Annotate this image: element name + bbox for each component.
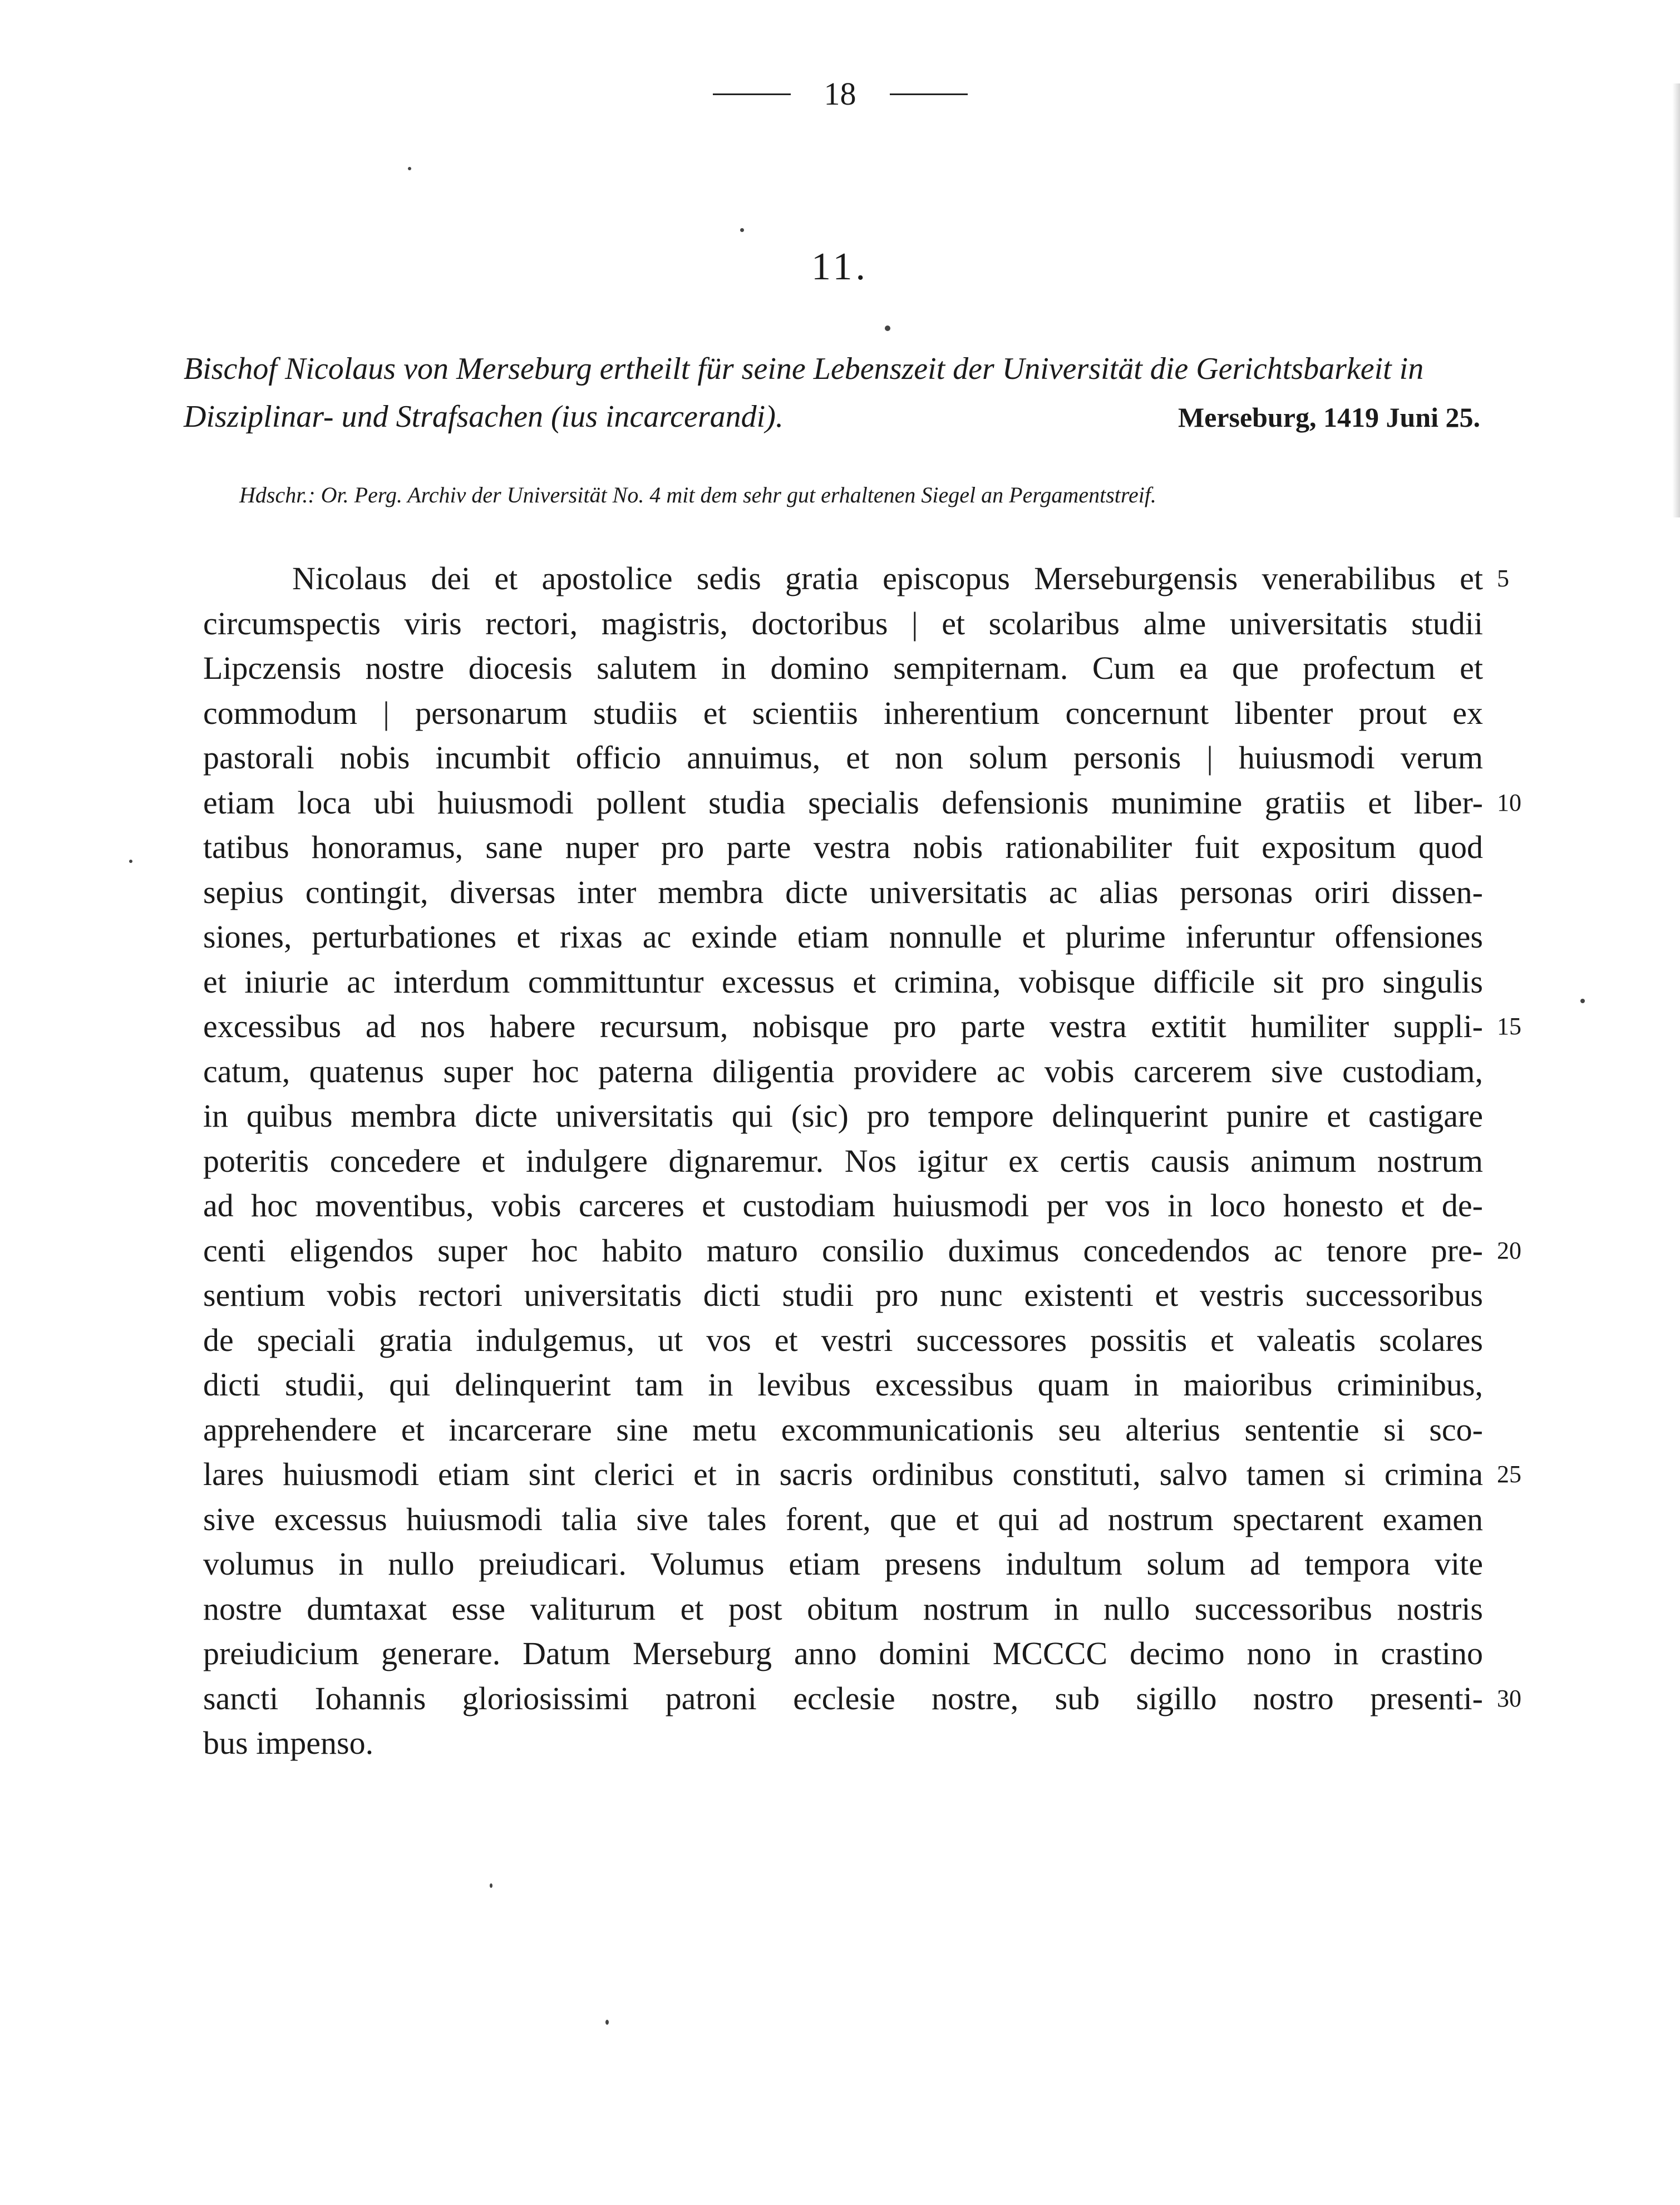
body-line: siones, perturbationes et rixas ac exinde etiam nonnulle et plurime inferuntur offensiones xyxy=(203,919,1483,955)
scan-speck xyxy=(1580,999,1585,1003)
body-line: volumus in nullo preiudicari. Volumus etiam presens indultum solum ad tempora vite xyxy=(203,1546,1483,1582)
scan-edge-shadow xyxy=(1672,83,1680,517)
summary-line-2-row xyxy=(184,393,1480,441)
body-line: apprehendere et incarcerare sine metu excommunicationis seu alterius sententie si sco- xyxy=(203,1411,1483,1448)
body-line: catum, quatenus super hoc paterna diligentia providere ac vobis carcerem sive custodiam, xyxy=(203,1053,1483,1089)
body-line: excessibus ad nos habere recursum, nobisque pro parte vestra extitit humiliter suppli- xyxy=(203,1008,1483,1044)
body-line: pastorali nobis incumbit officio annuimus, et non solum personis | huiusmodi verum xyxy=(203,739,1483,776)
line-number: 10 xyxy=(1497,788,1521,816)
line-number: 5 xyxy=(1497,565,1509,592)
summary-line-2: Disziplinar- und Strafsachen (ius incarcerandi). xyxy=(184,399,784,434)
body-line: poteritis concedere et indulgere dignaremur. Nos igitur ex certis causis animum nostrum xyxy=(203,1142,1483,1179)
scan-speck xyxy=(129,860,132,863)
body-line: Lipczensis nostre diocesis salutem in domino sempiternam. Cum ea que profectum et xyxy=(203,650,1483,686)
document-summary xyxy=(184,345,1480,441)
summary-line-1: Bischof Nicolaus von Merseburg ertheilt für seine Lebenszeit der Universität die Gerichtsbarkeit in xyxy=(184,352,1424,386)
body-line: tatibus honoramus, sane nuper pro parte vestra nobis rationabiliter fuit expositum quod xyxy=(203,829,1483,865)
page-header xyxy=(0,78,1680,110)
body-line: sentium vobis rectori universitatis dicti studii pro nunc existenti et vestris successoribus xyxy=(203,1277,1483,1313)
body-line: in quibus membra dicte universitatis qui (sic) pro tempore delinquerint punire et castigare xyxy=(203,1098,1483,1134)
body-line: circumspectis viris rectori, magistris, doctoribus | et scolaribus alme universitatis studii xyxy=(203,605,1483,642)
body-line: sancti Iohannis gloriosissimi patroni ecclesie nostre, sub sigillo nostro presenti- xyxy=(203,1680,1483,1716)
body-line: de speciali gratia indulgemus, ut vos et vestri successores possitis et valeatis scolares xyxy=(203,1321,1483,1358)
line-number: 25 xyxy=(1497,1461,1521,1488)
body-line: Nicolaus dei et apostolice sedis gratia episcopus Merseburgensis venerabilibus et xyxy=(292,560,1483,596)
body-line: lares huiusmodi etiam sint clerici et in sacris ordinibus constituti, salvo tamen si crimina xyxy=(203,1456,1483,1492)
line-number: 30 xyxy=(1497,1684,1521,1712)
header-rule-left xyxy=(713,93,791,95)
body-line: sepius contingit, diversas inter membra dicte universitatis ac alias personas oriri dissen- xyxy=(203,874,1483,910)
date-place: Merseburg, 1419 Juni 25. xyxy=(1178,402,1480,433)
body-line: dicti studii, qui delinquerint tam in levibus excessibus quam in maioribus criminibus, xyxy=(203,1367,1483,1403)
body-line: bus impenso. xyxy=(203,1725,374,1761)
scan-speck xyxy=(490,1883,492,1888)
line-number: 15 xyxy=(1497,1013,1521,1040)
body-line: ad hoc moventibus, vobis carceres et custodiam huiusmodi per vos in loco honesto et de- xyxy=(203,1187,1483,1224)
body-text xyxy=(203,556,1483,1766)
body-line: centi eligendos super hoc habito maturo consilio duximus concedendos ac tenore pre- xyxy=(203,1232,1483,1269)
page-number: 18 xyxy=(824,76,856,112)
scan-speck xyxy=(740,228,744,232)
scan-speck xyxy=(885,325,890,331)
source-note: Hdschr.: Or. Perg. Archiv der Universität No. 4 mit dem sehr gut erhaltenen Siegel an Pergamentstreif. xyxy=(239,482,1156,507)
body-line: etiam loca ubi huiusmodi pollent studia specialis defensionis munimine gratiis et liber- xyxy=(203,784,1483,821)
body-line: et iniurie ac interdum committuntur excessus et crimina, vobisque difficile sit pro singulis xyxy=(203,963,1483,1000)
line-number: 20 xyxy=(1497,1236,1521,1264)
header-rule-right xyxy=(890,93,968,95)
document-number: 11. xyxy=(811,245,869,288)
body-line: nostre dumtaxat esse valiturum et post obitum nostrum in nullo successoribus nostris xyxy=(203,1590,1483,1627)
body-line: preiudicium generare. Datum Merseburg anno domini MCCCC decimo nono in crastino xyxy=(203,1635,1483,1671)
scan-speck xyxy=(605,2020,609,2025)
body-line: sive excessus huiusmodi talia sive tales forent, que et qui ad nostrum spectarent examen xyxy=(203,1501,1483,1537)
body-line: commodum | personarum studiis et scientiis inherentium concernunt libenter prout ex xyxy=(203,694,1483,731)
scan-speck xyxy=(408,167,411,170)
